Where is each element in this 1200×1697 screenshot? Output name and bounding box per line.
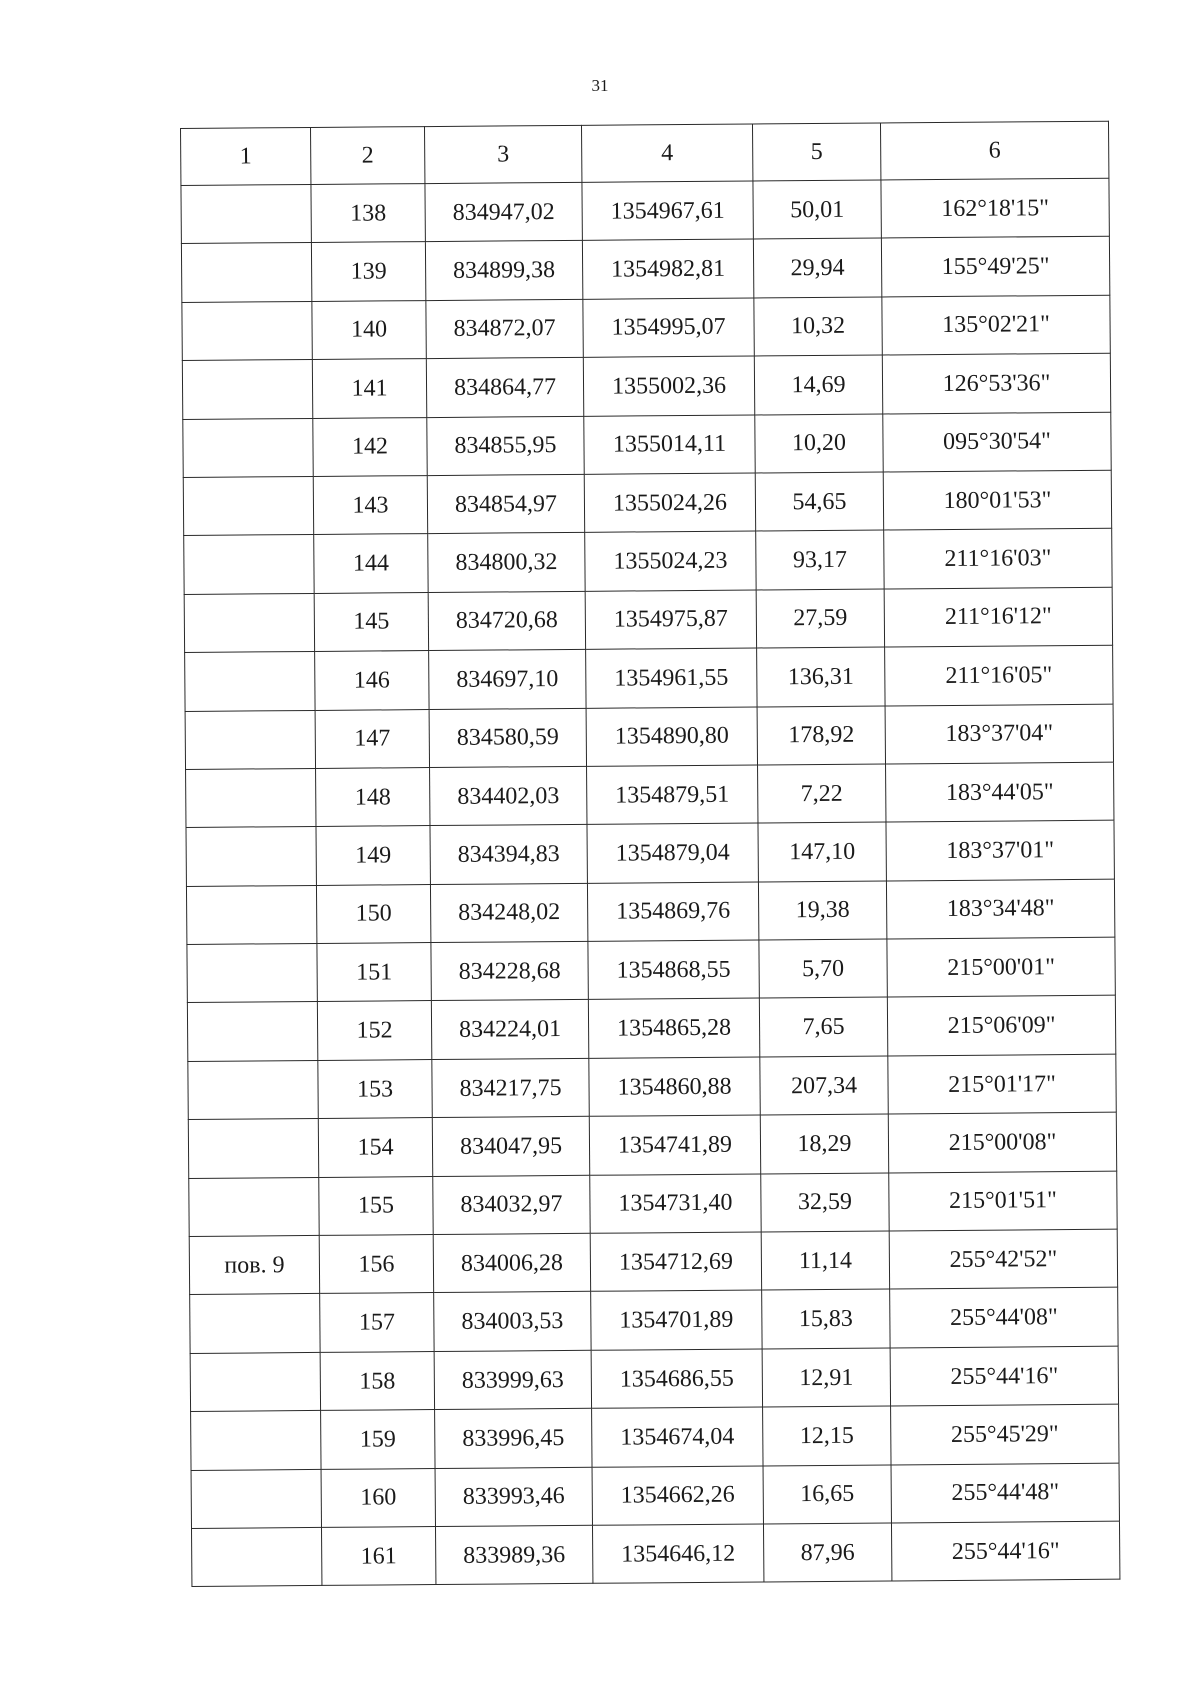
turn-label-cell bbox=[183, 476, 313, 535]
point-number-cell: 150 bbox=[316, 884, 430, 943]
table-row bbox=[191, 1463, 1119, 1529]
distance-cell: 7,22 bbox=[758, 764, 886, 823]
table-row bbox=[191, 1521, 1119, 1587]
point-number-cell: 143 bbox=[313, 476, 427, 535]
y-coordinate-cell: 1355024,26 bbox=[584, 473, 755, 533]
point-number-cell: 152 bbox=[317, 1001, 431, 1060]
point-number-cell: 158 bbox=[320, 1351, 434, 1410]
distance-cell: 14,69 bbox=[754, 355, 882, 414]
y-coordinate-cell: 1354879,51 bbox=[587, 765, 758, 825]
x-coordinate-cell: 833993,46 bbox=[435, 1467, 592, 1527]
x-coordinate-cell: 834047,95 bbox=[432, 1117, 589, 1177]
distance-cell: 178,92 bbox=[757, 705, 885, 764]
point-number-cell: 141 bbox=[312, 359, 426, 418]
table-row bbox=[191, 1404, 1119, 1470]
turn-label-cell bbox=[182, 301, 312, 360]
distance-cell: 27,59 bbox=[756, 589, 884, 648]
x-coordinate-cell: 834248,02 bbox=[430, 883, 587, 943]
column-header-3: 3 bbox=[424, 125, 581, 183]
x-coordinate-cell: 833999,63 bbox=[434, 1350, 591, 1410]
turn-label-cell bbox=[183, 418, 313, 477]
point-number-cell: 153 bbox=[318, 1059, 432, 1118]
table-row bbox=[186, 879, 1114, 945]
table-row bbox=[181, 237, 1109, 303]
column-header-6: 6 bbox=[880, 121, 1108, 180]
bearing-angle-cell: 215°01'17" bbox=[888, 1054, 1116, 1114]
table-row bbox=[185, 645, 1113, 711]
table-row bbox=[182, 353, 1110, 419]
bearing-angle-cell: 215°00'08" bbox=[888, 1112, 1116, 1172]
x-coordinate-cell: 833989,36 bbox=[435, 1525, 592, 1585]
bearing-angle-cell: 255°45'29" bbox=[891, 1404, 1119, 1464]
table-row bbox=[183, 470, 1111, 536]
x-coordinate-cell: 834854,97 bbox=[427, 474, 584, 534]
turn-label-cell bbox=[181, 184, 311, 243]
x-coordinate-cell: 834217,75 bbox=[432, 1058, 589, 1118]
turn-label-cell bbox=[191, 1469, 321, 1528]
y-coordinate-cell: 1354995,07 bbox=[583, 298, 754, 358]
x-coordinate-cell: 834003,53 bbox=[434, 1292, 591, 1352]
x-coordinate-cell: 834228,68 bbox=[431, 941, 588, 1001]
column-header-2: 2 bbox=[310, 127, 424, 185]
bearing-angle-cell: 180°01'53" bbox=[883, 470, 1111, 530]
turn-label-cell bbox=[191, 1411, 321, 1470]
bearing-angle-cell: 215°00'01" bbox=[887, 937, 1115, 997]
column-header-4: 4 bbox=[581, 124, 752, 182]
y-coordinate-cell: 1354975,87 bbox=[585, 590, 756, 650]
y-coordinate-cell: 1354686,55 bbox=[591, 1349, 762, 1409]
turn-label-cell bbox=[186, 885, 316, 944]
distance-cell: 10,20 bbox=[755, 414, 883, 473]
turn-label-cell bbox=[188, 1119, 318, 1178]
distance-cell: 12,91 bbox=[762, 1348, 890, 1407]
y-coordinate-cell: 1354865,28 bbox=[588, 998, 759, 1058]
x-coordinate-cell: 834899,38 bbox=[425, 241, 582, 301]
page-number bbox=[0, 76, 1200, 96]
bearing-angle-cell: 215°06'09" bbox=[887, 996, 1115, 1056]
y-coordinate-cell: 1355014,11 bbox=[584, 415, 755, 475]
turn-label-cell bbox=[186, 827, 316, 886]
y-coordinate-cell: 1354712,69 bbox=[590, 1232, 761, 1292]
bearing-angle-cell: 183°34'48" bbox=[886, 879, 1114, 939]
y-coordinate-cell: 1354890,80 bbox=[586, 707, 757, 767]
bearing-angle-cell: 183°37'01" bbox=[886, 820, 1114, 880]
point-number-cell: 147 bbox=[315, 709, 429, 768]
point-number-cell: 157 bbox=[320, 1293, 434, 1352]
distance-cell: 93,17 bbox=[756, 530, 884, 589]
y-coordinate-cell: 1354868,55 bbox=[588, 940, 759, 1000]
point-number-cell: 146 bbox=[315, 651, 429, 710]
column-header-5: 5 bbox=[752, 123, 880, 181]
x-coordinate-cell: 834947,02 bbox=[425, 182, 582, 242]
point-number-cell: 156 bbox=[319, 1235, 433, 1294]
distance-cell: 29,94 bbox=[753, 238, 881, 297]
bearing-angle-cell: 215°01'51" bbox=[889, 1171, 1117, 1231]
point-number-cell: 155 bbox=[319, 1176, 433, 1235]
coordinates-table bbox=[180, 121, 1120, 1588]
turn-label-cell bbox=[185, 652, 315, 711]
y-coordinate-cell: 1354731,40 bbox=[590, 1174, 761, 1234]
distance-cell: 7,65 bbox=[759, 997, 887, 1056]
x-coordinate-cell: 834032,97 bbox=[433, 1175, 590, 1235]
distance-cell: 5,70 bbox=[759, 939, 887, 998]
table-row bbox=[186, 820, 1114, 886]
turn-label-cell bbox=[184, 593, 314, 652]
turn-label-cell bbox=[191, 1527, 321, 1586]
x-coordinate-cell: 834006,28 bbox=[433, 1233, 590, 1293]
table-row bbox=[181, 178, 1109, 244]
column-header-1: 1 bbox=[181, 127, 311, 185]
bearing-angle-cell: 255°44'16" bbox=[890, 1346, 1118, 1406]
distance-cell: 10,32 bbox=[754, 297, 882, 356]
bearing-angle-cell: 095°30'54" bbox=[883, 412, 1111, 472]
point-number-cell: 148 bbox=[316, 767, 430, 826]
table-row bbox=[187, 996, 1115, 1062]
x-coordinate-cell: 834402,03 bbox=[430, 766, 587, 826]
table-row bbox=[185, 704, 1113, 770]
page-number-text: 31 bbox=[591, 76, 609, 95]
y-coordinate-cell: 1354662,26 bbox=[592, 1466, 763, 1526]
distance-cell: 207,34 bbox=[760, 1056, 888, 1115]
distance-cell: 87,96 bbox=[763, 1523, 891, 1582]
point-number-cell: 139 bbox=[311, 242, 425, 301]
table-row bbox=[186, 762, 1114, 828]
y-coordinate-cell: 1354961,55 bbox=[586, 648, 757, 708]
table-row bbox=[189, 1229, 1117, 1295]
turn-label-cell bbox=[185, 710, 315, 769]
table-row bbox=[184, 587, 1112, 653]
bearing-angle-cell: 183°44'05" bbox=[886, 762, 1114, 822]
distance-cell: 18,29 bbox=[760, 1114, 888, 1173]
y-coordinate-cell: 1354741,89 bbox=[589, 1115, 760, 1175]
bearing-angle-cell: 135°02'21" bbox=[882, 295, 1110, 355]
x-coordinate-cell: 834800,32 bbox=[428, 533, 585, 593]
distance-cell: 11,14 bbox=[761, 1231, 889, 1290]
bearing-angle-cell: 126°53'36" bbox=[882, 353, 1110, 413]
turn-label-cell bbox=[186, 768, 316, 827]
table-row bbox=[182, 295, 1110, 361]
bearing-angle-cell: 255°42'52" bbox=[889, 1229, 1117, 1289]
bearing-angle-cell: 255°44'16" bbox=[891, 1521, 1119, 1581]
x-coordinate-cell: 834720,68 bbox=[428, 591, 585, 651]
table-row bbox=[189, 1171, 1117, 1237]
point-number-cell: 145 bbox=[314, 592, 428, 651]
y-coordinate-cell: 1354701,89 bbox=[591, 1290, 762, 1350]
x-coordinate-cell: 834697,10 bbox=[429, 649, 586, 709]
x-coordinate-cell: 834872,07 bbox=[426, 299, 583, 359]
y-coordinate-cell: 1354869,76 bbox=[587, 882, 758, 942]
x-coordinate-cell: 834394,83 bbox=[430, 825, 587, 885]
table-row bbox=[188, 1112, 1116, 1178]
table-row bbox=[183, 412, 1111, 478]
distance-cell: 16,65 bbox=[763, 1465, 891, 1524]
turn-label-cell bbox=[184, 535, 314, 594]
header-row bbox=[181, 121, 1109, 185]
y-coordinate-cell: 1355024,23 bbox=[585, 531, 756, 591]
y-coordinate-cell: 1354982,81 bbox=[582, 239, 753, 299]
x-coordinate-cell: 833996,45 bbox=[435, 1409, 592, 1469]
point-number-cell: 142 bbox=[313, 417, 427, 476]
point-number-cell: 160 bbox=[321, 1468, 435, 1527]
bearing-angle-cell: 155°49'25" bbox=[881, 237, 1109, 297]
x-coordinate-cell: 834580,59 bbox=[429, 708, 586, 768]
bearing-angle-cell: 183°37'04" bbox=[885, 704, 1113, 764]
point-number-cell: 161 bbox=[321, 1527, 435, 1586]
bearing-angle-cell: 211°16'05" bbox=[885, 645, 1113, 705]
y-coordinate-cell: 1354674,04 bbox=[592, 1407, 763, 1467]
distance-cell: 54,65 bbox=[755, 472, 883, 531]
y-coordinate-cell: 1355002,36 bbox=[583, 356, 754, 416]
distance-cell: 50,01 bbox=[753, 180, 881, 239]
point-number-cell: 149 bbox=[316, 826, 430, 885]
table-row bbox=[190, 1288, 1118, 1354]
turn-label-cell bbox=[188, 1060, 318, 1119]
distance-cell: 32,59 bbox=[761, 1173, 889, 1232]
y-coordinate-cell: 1354879,04 bbox=[587, 823, 758, 883]
bearing-angle-cell: 211°16'03" bbox=[884, 529, 1112, 589]
y-coordinate-cell: 1354646,12 bbox=[592, 1524, 763, 1584]
turn-label-cell bbox=[189, 1177, 319, 1236]
turn-label-cell bbox=[181, 243, 311, 302]
turn-label-cell: пов. 9 bbox=[189, 1235, 319, 1294]
bearing-angle-cell: 162°18'15" bbox=[881, 178, 1109, 238]
bearing-angle-cell: 211°16'12" bbox=[884, 587, 1112, 647]
table-body bbox=[181, 178, 1120, 1587]
distance-cell: 147,10 bbox=[758, 822, 886, 881]
table-header bbox=[181, 121, 1109, 185]
distance-cell: 19,38 bbox=[758, 881, 886, 940]
table-row bbox=[188, 1054, 1116, 1120]
point-number-cell: 159 bbox=[321, 1410, 435, 1469]
x-coordinate-cell: 834864,77 bbox=[426, 358, 583, 418]
distance-cell: 12,15 bbox=[763, 1406, 891, 1465]
turn-label-cell bbox=[187, 944, 317, 1003]
y-coordinate-cell: 1354860,88 bbox=[589, 1057, 760, 1117]
point-number-cell: 151 bbox=[317, 943, 431, 1002]
point-number-cell: 154 bbox=[318, 1118, 432, 1177]
point-number-cell: 144 bbox=[314, 534, 428, 593]
turn-label-cell bbox=[190, 1294, 320, 1353]
distance-cell: 136,31 bbox=[757, 647, 885, 706]
turn-label-cell bbox=[182, 360, 312, 419]
distance-cell: 15,83 bbox=[762, 1289, 890, 1348]
x-coordinate-cell: 834855,95 bbox=[427, 416, 584, 476]
table-row bbox=[190, 1346, 1118, 1412]
table-row bbox=[184, 529, 1112, 595]
bearing-angle-cell: 255°44'08" bbox=[890, 1288, 1118, 1348]
x-coordinate-cell: 834224,01 bbox=[431, 1000, 588, 1060]
turn-label-cell bbox=[190, 1352, 320, 1411]
table-row bbox=[187, 937, 1115, 1003]
y-coordinate-cell: 1354967,61 bbox=[582, 181, 753, 241]
point-number-cell: 140 bbox=[312, 300, 426, 359]
bearing-angle-cell: 255°44'48" bbox=[891, 1463, 1119, 1523]
point-number-cell: 138 bbox=[311, 184, 425, 243]
turn-label-cell bbox=[187, 1002, 317, 1061]
